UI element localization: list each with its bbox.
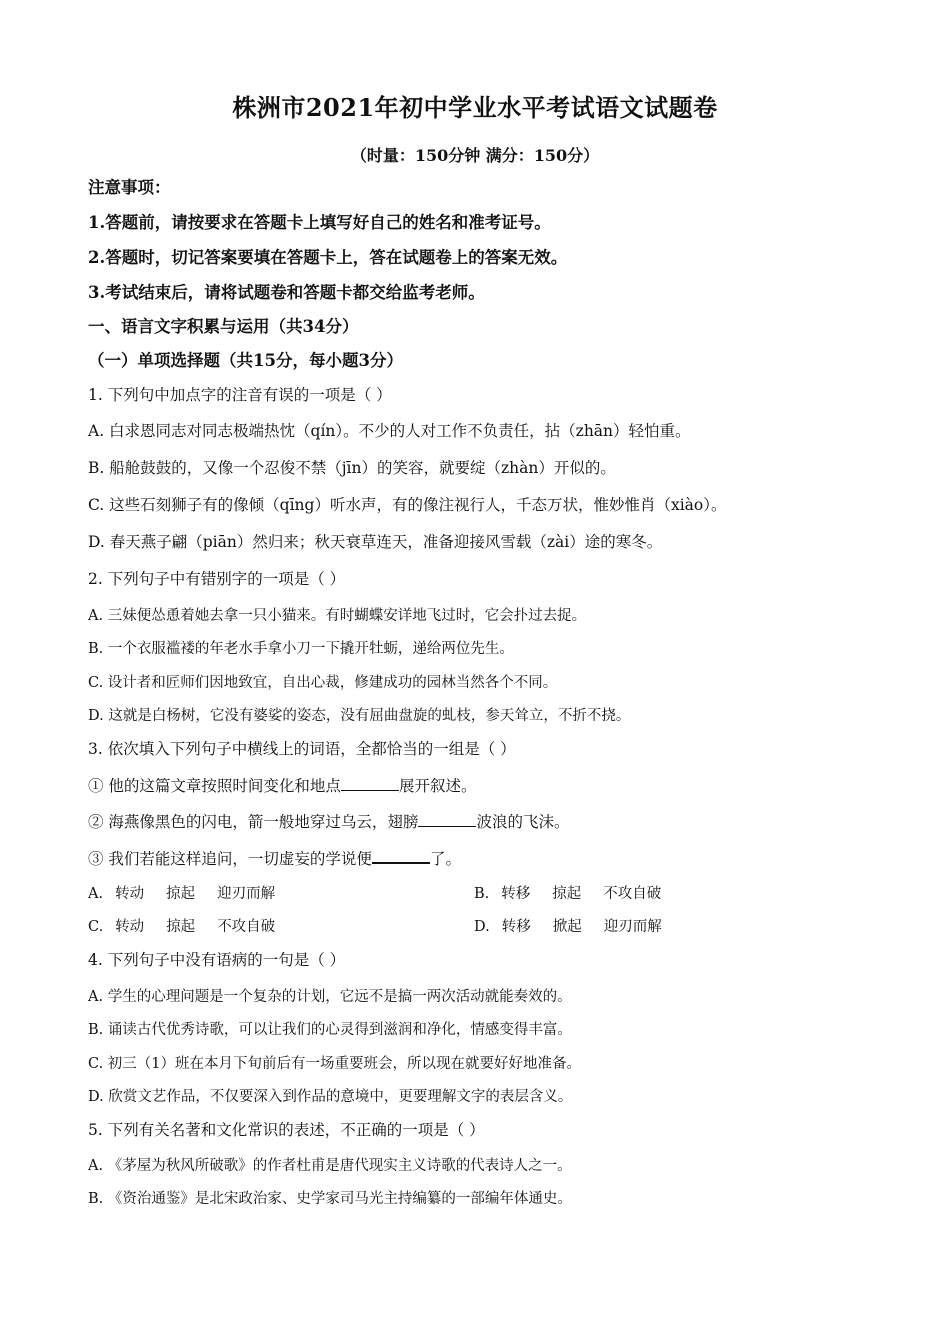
question-2-stem: 2. 下列句子中有错别字的一项是（ ） bbox=[88, 570, 346, 588]
question-3-sentence-1 bbox=[88, 776, 476, 796]
question-2-option-b: B. 一个衣服褴褛的年老水手拿小刀一下撬开牡蛎，递给两位先生。 bbox=[88, 641, 514, 657]
fill-blank bbox=[341, 776, 399, 791]
question-5-option-b: B. 《资治通鉴》是北宋政治家、史学家司马光主持编纂的一部编年体通史。 bbox=[88, 1191, 572, 1207]
fill-blank bbox=[418, 812, 476, 827]
question-2-option-d: D. 这就是白杨树，它没有婆娑的姿态，没有屈曲盘旋的虬枝，参天耸立，不折不挠。 bbox=[88, 708, 631, 724]
sentence-2-text: ② 海燕像黑色的闪电，箭一般地穿过乌云，翅膀 bbox=[88, 813, 419, 831]
question-1-option-a: A. 白求恩同志对同志极端热忱（qín）。不少的人对工作不负责任，拈（zhān）轻怕重。 bbox=[88, 422, 691, 440]
fill-blank bbox=[372, 848, 430, 864]
option-word: 转移 bbox=[501, 919, 531, 935]
question-3-option-a bbox=[88, 884, 275, 904]
option-word: 转动 bbox=[115, 919, 145, 935]
option-word: 不攻自破 bbox=[217, 919, 276, 935]
question-4-option-a: A. 学生的心理问题是一个复杂的计划，它远不是搞一两次活动就能奏效的。 bbox=[88, 989, 572, 1005]
sentence-3-text: ③ 我们若能这样追问，一切虚妄的学说便 bbox=[88, 850, 372, 868]
section-heading: 一、语言文字积累与运用（共34分） bbox=[88, 317, 359, 336]
question-3-sentence-2 bbox=[88, 812, 569, 832]
question-4-option-c: C. 初三（1）班在本月下旬前后有一场重要班会，所以现在就要好好地准备。 bbox=[88, 1056, 582, 1072]
question-1-option-d: D. 春天燕子翩（piān）然归来；秋天衰草连天，准备迎接风雪载（zài）途的寒冬。 bbox=[88, 533, 663, 551]
sentence-3-end: 了。 bbox=[429, 850, 461, 868]
notice-heading: 注意事项： bbox=[88, 178, 171, 197]
sentence-1-end: 展开叙述。 bbox=[398, 777, 477, 795]
option-word: 掠起 bbox=[552, 886, 582, 902]
option-word: 转移 bbox=[501, 886, 531, 902]
question-1-option-c: C. 这些石刻狮子有的像倾（qīng）听水声，有的像注视行人，千态万状，惟妙惟肖（xiào）。 bbox=[88, 496, 727, 514]
page-title: 株洲市2021年初中学业水平考试语文试题卷 bbox=[232, 93, 718, 122]
subsection-heading: （一）单项选择题（共15分，每小题3分） bbox=[88, 351, 403, 370]
question-3-option-b bbox=[474, 884, 661, 904]
sentence-1-text: ① 他的这篇文章按照时间变化和地点 bbox=[88, 777, 341, 795]
question-2-option-a: A. 三妹便怂恿着她去拿一只小猫来。有时蝴蝶安详地飞过时，它会扑过去捉。 bbox=[88, 608, 587, 624]
option-word: 迎刃而解 bbox=[217, 886, 276, 902]
question-5-option-a: A. 《茅屋为秋风所破歌》的作者杜甫是唐代现实主义诗歌的代表诗人之一。 bbox=[88, 1158, 572, 1174]
question-1-stem: 1. 下列句中加点字的注音有误的一项是（ ） bbox=[88, 386, 392, 404]
option-letter: B. bbox=[474, 886, 490, 902]
question-4-option-b: B. 诵读古代优秀诗歌，可以让我们的心灵得到滋润和净化，情感变得丰富。 bbox=[88, 1022, 572, 1038]
option-letter: C. bbox=[88, 919, 104, 935]
notice-item-3: 3.考试结束后，请将试题卷和答题卡都交给监考老师。 bbox=[88, 283, 485, 302]
option-word: 掀起 bbox=[552, 919, 582, 935]
notice-item-2: 2.答题时，切记答案要填在答题卡上，答在试题卷上的答案无效。 bbox=[88, 248, 568, 267]
option-word: 迎刃而解 bbox=[603, 919, 662, 935]
option-word: 掠起 bbox=[166, 919, 196, 935]
question-2-option-c: C. 设计者和匠师们因地致宜，自出心裁，修建成功的园林当然各个不同。 bbox=[88, 675, 558, 691]
question-3-sentence-3 bbox=[88, 848, 461, 869]
question-3-option-d bbox=[474, 917, 662, 937]
sentence-2-end: 波浪的飞沫。 bbox=[476, 813, 570, 831]
option-word: 掠起 bbox=[166, 886, 196, 902]
option-letter: D. bbox=[474, 919, 490, 935]
question-1-option-b: B. 船舱鼓鼓的，又像一个忍俊不禁（jīn）的笑容，就要绽（zhàn）开似的。 bbox=[88, 459, 616, 477]
question-3-stem: 3. 依次填入下列句子中横线上的词语，全都恰当的一组是（ ） bbox=[88, 740, 516, 758]
option-word: 转动 bbox=[115, 886, 145, 902]
question-4-stem: 4. 下列句子中没有语病的一句是（ ） bbox=[88, 951, 346, 969]
option-word: 不攻自破 bbox=[603, 886, 662, 902]
exam-time-score: （时量：150分钟 满分：150分） bbox=[350, 146, 600, 165]
notice-item-1: 1.答题前，请按要求在答题卡上填写好自己的姓名和准考证号。 bbox=[88, 213, 551, 232]
option-letter: A. bbox=[88, 886, 104, 902]
question-3-option-c bbox=[88, 917, 275, 937]
question-4-option-d: D. 欣赏文艺作品，不仅要深入到作品的意境中，更要理解文字的表层含义。 bbox=[88, 1089, 573, 1105]
question-5-stem: 5. 下列有关名著和文化常识的表述，不正确的一项是（ ） bbox=[88, 1121, 485, 1139]
